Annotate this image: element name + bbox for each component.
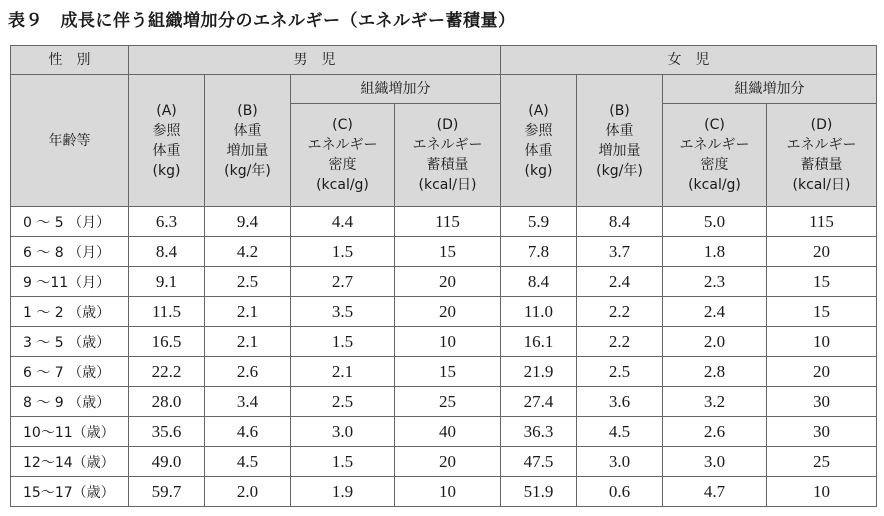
age-cell: 6 ～ 7 （歳） (11, 357, 129, 387)
female-weight-gain: 2.2 (577, 297, 663, 327)
male-energy-density: 2.5 (291, 387, 395, 417)
female-energy-density: 2.8 (663, 357, 767, 387)
age-cell: 8 ～ 9 （歳） (11, 387, 129, 417)
female-weight-gain: 2.5 (577, 357, 663, 387)
male-weight-gain: 2.5 (205, 267, 291, 297)
male-energy-density: 1.5 (291, 447, 395, 477)
male-ref-weight: 59.7 (129, 477, 205, 507)
female-energy-density: 2.3 (663, 267, 767, 297)
female-energy-storage: 15 (767, 267, 877, 297)
male-energy-storage: 10 (395, 477, 501, 507)
female-energy-storage: 30 (767, 387, 877, 417)
female-weight-gain: 0.6 (577, 477, 663, 507)
female-energy-storage: 15 (767, 297, 877, 327)
male-energy-storage: 20 (395, 267, 501, 297)
male-ref-weight: 6.3 (129, 207, 205, 237)
female-energy-density: 1.8 (663, 237, 767, 267)
male-energy-density: 3.5 (291, 297, 395, 327)
male-energy-storage: 15 (395, 357, 501, 387)
female-weight-gain: 2.4 (577, 267, 663, 297)
female-ref-weight: 36.3 (501, 417, 577, 447)
male-energy-storage: 20 (395, 447, 501, 477)
age-cell: 10～11（歳） (11, 417, 129, 447)
male-energy-storage: 115 (395, 207, 501, 237)
female-energy-storage: 20 (767, 237, 877, 267)
male-weight-gain: 2.0 (205, 477, 291, 507)
age-cell: 3 ～ 5 （歳） (11, 327, 129, 357)
female-ref-weight: 51.9 (501, 477, 577, 507)
male-energy-density: 4.4 (291, 207, 395, 237)
table-row (11, 267, 877, 297)
table-row (11, 357, 877, 387)
male-energy-density: 2.7 (291, 267, 395, 297)
female-energy-density: 3.0 (663, 447, 767, 477)
male-col-a-header: (A) 参照 体重 (kg) (129, 75, 205, 207)
male-ref-weight: 28.0 (129, 387, 205, 417)
male-ref-weight: 35.6 (129, 417, 205, 447)
male-weight-gain: 2.1 (205, 297, 291, 327)
sex-header: 性 別 (11, 46, 129, 75)
male-energy-density: 1.5 (291, 237, 395, 267)
male-ref-weight: 8.4 (129, 237, 205, 267)
table-row (11, 417, 877, 447)
female-weight-gain: 3.0 (577, 447, 663, 477)
female-tissue-gain-header: 組織増加分 (663, 75, 877, 104)
age-cell: 1 ～ 2 （歳） (11, 297, 129, 327)
male-ref-weight: 11.5 (129, 297, 205, 327)
female-weight-gain: 3.6 (577, 387, 663, 417)
male-weight-gain: 4.6 (205, 417, 291, 447)
male-ref-weight: 16.5 (129, 327, 205, 357)
age-header: 年齢等 (11, 75, 129, 207)
energy-table (10, 45, 877, 507)
male-header: 男 児 (129, 46, 501, 75)
male-energy-storage: 25 (395, 387, 501, 417)
male-col-d-header: (D) エネルギー 蓄積量 (kcal/日) (395, 104, 501, 207)
male-weight-gain: 4.2 (205, 237, 291, 267)
male-ref-weight: 9.1 (129, 267, 205, 297)
female-energy-storage: 10 (767, 327, 877, 357)
female-energy-storage: 115 (767, 207, 877, 237)
female-header: 女 児 (501, 46, 877, 75)
female-ref-weight: 8.4 (501, 267, 577, 297)
female-ref-weight: 16.1 (501, 327, 577, 357)
female-ref-weight: 5.9 (501, 207, 577, 237)
male-col-c-header: (C) エネルギー 密度 (kcal/g) (291, 104, 395, 207)
female-energy-storage: 20 (767, 357, 877, 387)
male-weight-gain: 9.4 (205, 207, 291, 237)
female-energy-density: 4.7 (663, 477, 767, 507)
male-weight-gain: 4.5 (205, 447, 291, 477)
male-energy-storage: 40 (395, 417, 501, 447)
table-row (11, 327, 877, 357)
female-energy-density: 2.6 (663, 417, 767, 447)
male-energy-density: 1.9 (291, 477, 395, 507)
male-tissue-gain-header: 組織増加分 (291, 75, 501, 104)
female-weight-gain: 3.7 (577, 237, 663, 267)
table-row (11, 447, 877, 477)
age-cell: 0 ～ 5 （月） (11, 207, 129, 237)
female-col-a-header: (A) 参照 体重 (kg) (501, 75, 577, 207)
female-ref-weight: 27.4 (501, 387, 577, 417)
male-ref-weight: 49.0 (129, 447, 205, 477)
age-cell: 12～14（歳） (11, 447, 129, 477)
table-row (11, 207, 877, 237)
female-weight-gain: 8.4 (577, 207, 663, 237)
female-ref-weight: 21.9 (501, 357, 577, 387)
female-energy-storage: 30 (767, 417, 877, 447)
male-weight-gain: 2.6 (205, 357, 291, 387)
female-col-c-header: (C) エネルギー 密度 (kcal/g) (663, 104, 767, 207)
table-caption: 表９ 成長に伴う組織増加分のエネルギー（エネルギー蓄積量） (8, 11, 516, 31)
age-cell: 15～17（歳） (11, 477, 129, 507)
female-ref-weight: 11.0 (501, 297, 577, 327)
female-energy-density: 2.4 (663, 297, 767, 327)
female-energy-storage: 10 (767, 477, 877, 507)
table-row (11, 477, 877, 507)
table-row (11, 237, 877, 267)
male-col-b-header: (B) 体重 増加量 (kg/年) (205, 75, 291, 207)
female-energy-density: 5.0 (663, 207, 767, 237)
table-row (11, 297, 877, 327)
female-col-b-header: (B) 体重 増加量 (kg/年) (577, 75, 663, 207)
female-ref-weight: 47.5 (501, 447, 577, 477)
male-energy-density: 2.1 (291, 357, 395, 387)
male-weight-gain: 2.1 (205, 327, 291, 357)
male-energy-density: 1.5 (291, 327, 395, 357)
male-ref-weight: 22.2 (129, 357, 205, 387)
male-energy-storage: 10 (395, 327, 501, 357)
female-energy-density: 2.0 (663, 327, 767, 357)
female-weight-gain: 4.5 (577, 417, 663, 447)
age-cell: 6 ～ 8 （月） (11, 237, 129, 267)
table-row (11, 387, 877, 417)
female-ref-weight: 7.8 (501, 237, 577, 267)
age-cell: 9 ～11（月） (11, 267, 129, 297)
female-energy-density: 3.2 (663, 387, 767, 417)
female-col-d-header: (D) エネルギー 蓄積量 (kcal/日) (767, 104, 877, 207)
male-energy-storage: 20 (395, 297, 501, 327)
male-energy-storage: 15 (395, 237, 501, 267)
male-energy-density: 3.0 (291, 417, 395, 447)
male-weight-gain: 3.4 (205, 387, 291, 417)
female-energy-storage: 25 (767, 447, 877, 477)
female-weight-gain: 2.2 (577, 327, 663, 357)
